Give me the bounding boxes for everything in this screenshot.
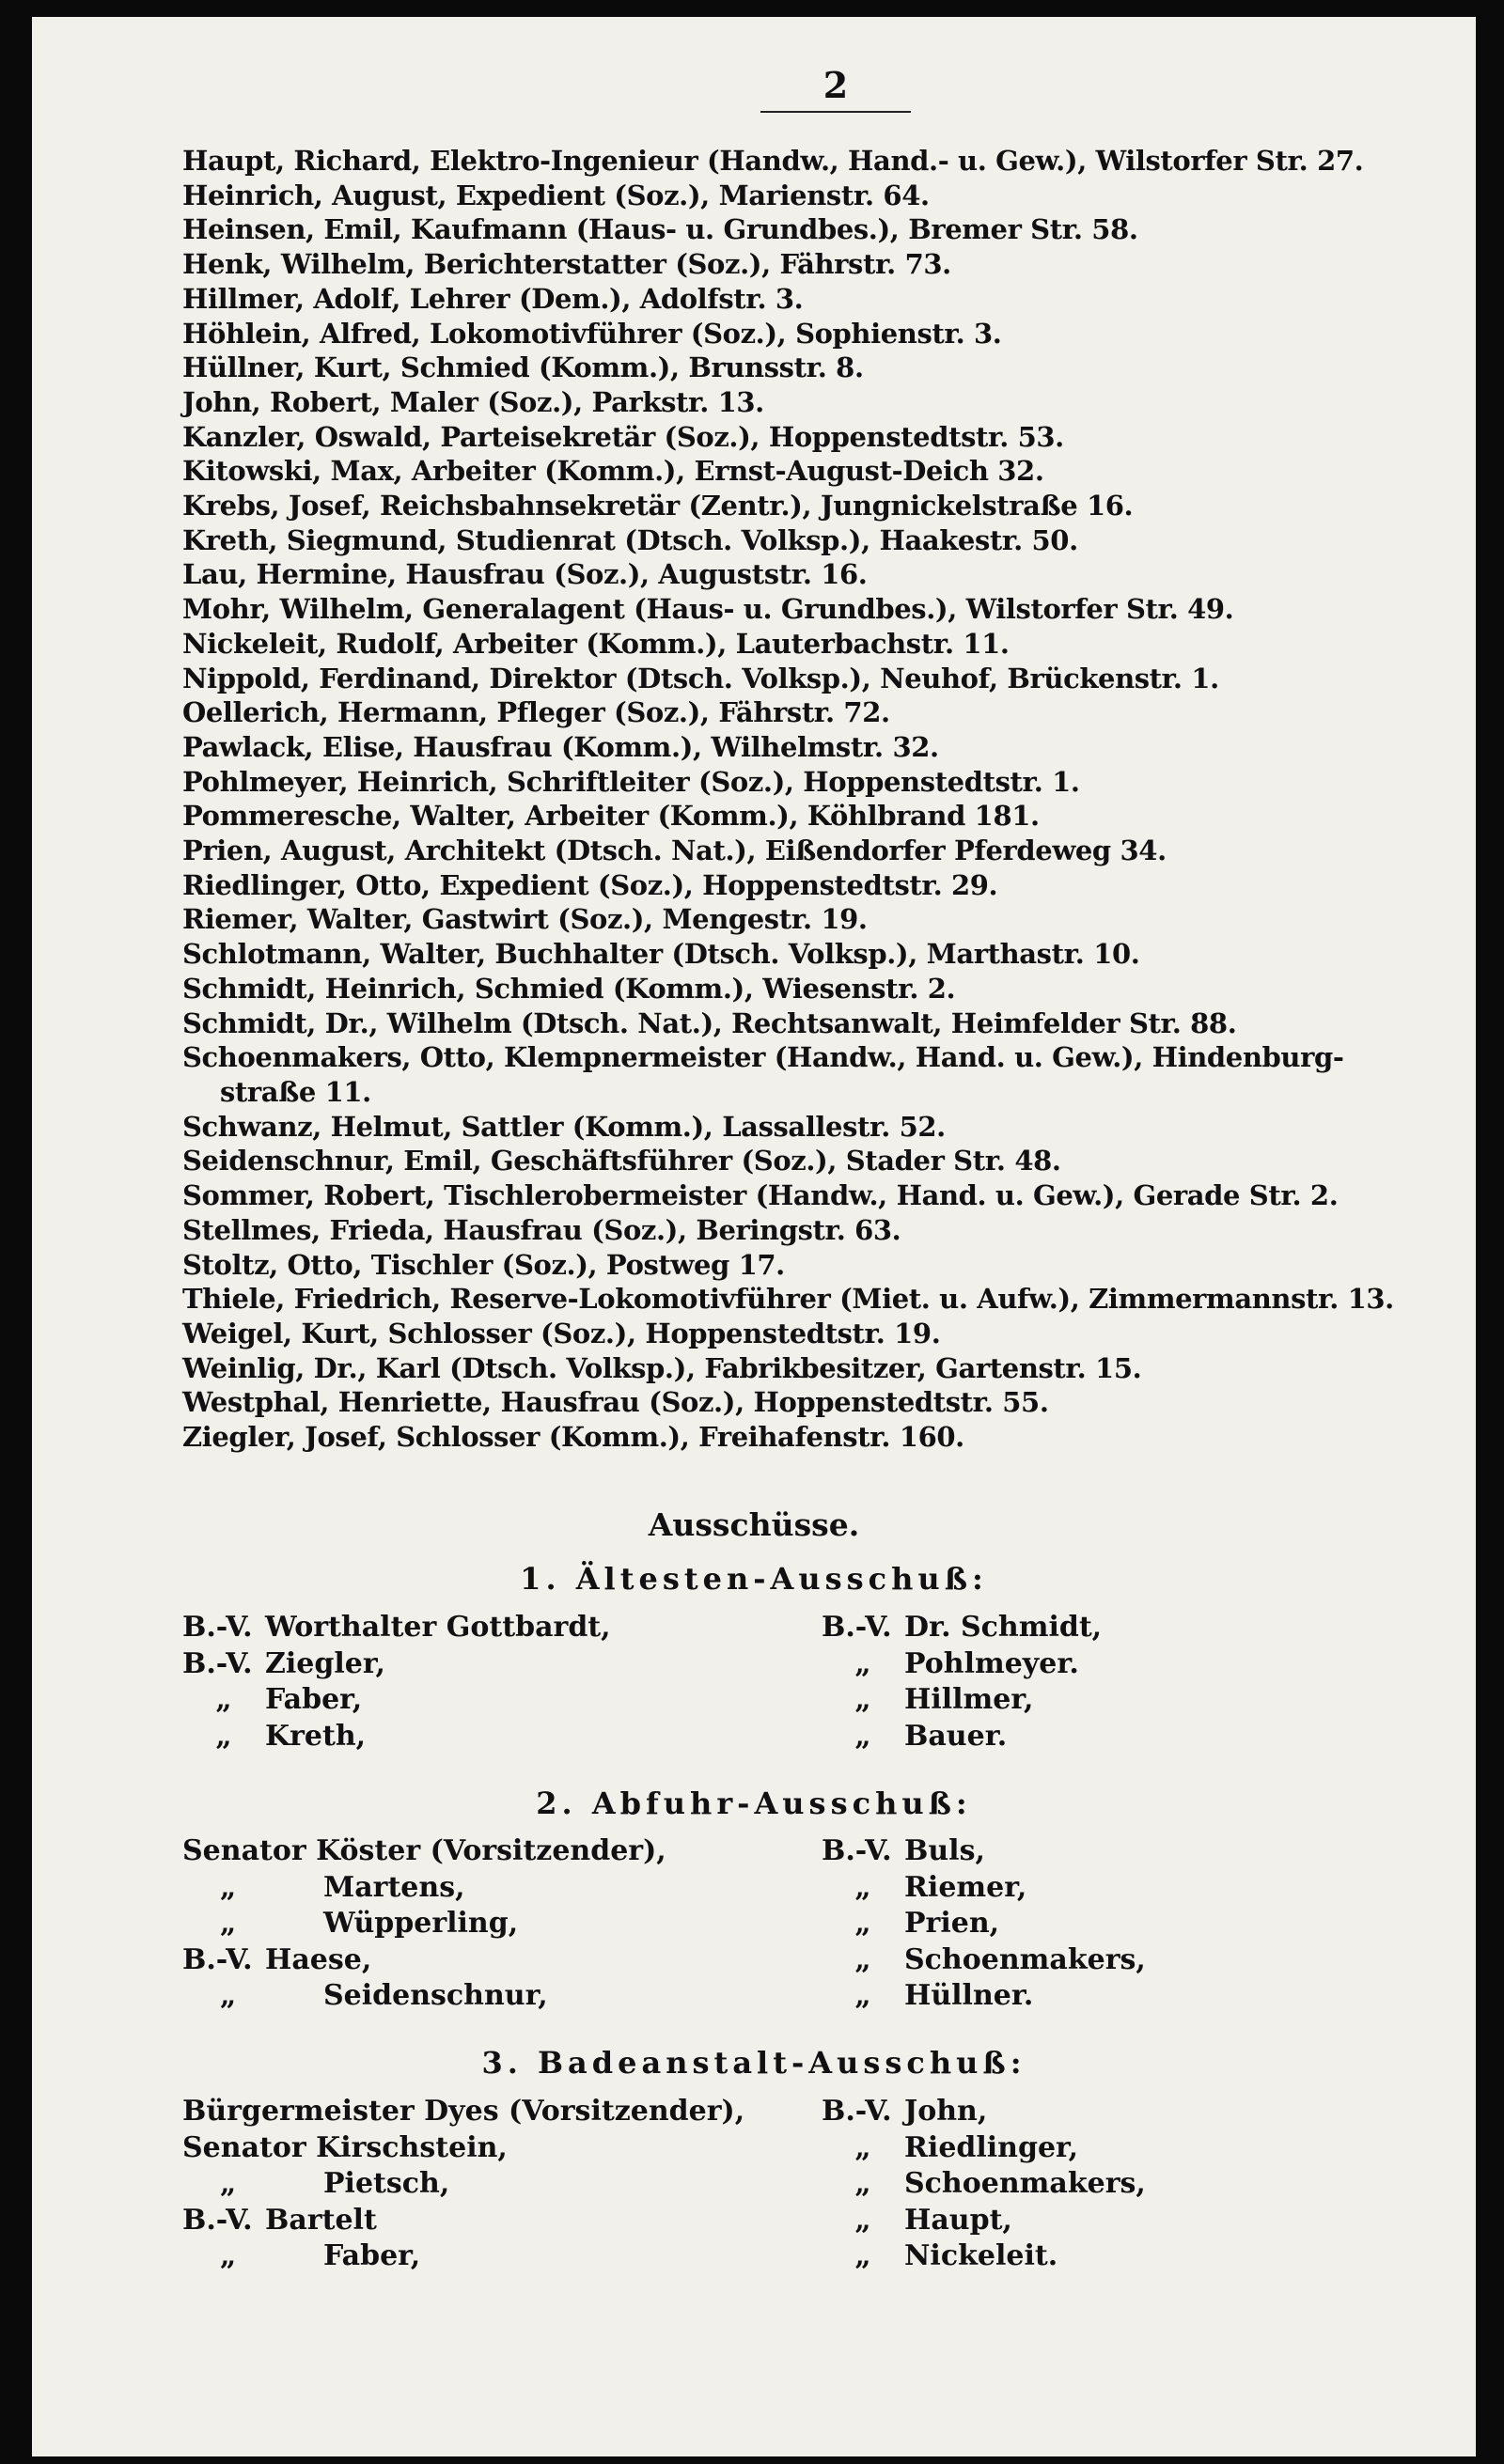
committee-member [822, 2094, 1146, 2130]
member-entry: Riedlinger, Otto, Expedient (Soz.), Hoppenstedtstr. 29. [182, 868, 998, 901]
member-name: Wüpperling, [323, 1907, 519, 1940]
member-entry: Heinsen, Emil, Kaufmann (Haus- u. Grundbes.), Bremer Str. 58. [182, 213, 1138, 246]
committee-right-column [822, 1833, 1146, 2015]
member-name: Pohlmeyer. [904, 1646, 1079, 1680]
committee-member [182, 1719, 611, 1755]
member-entry: Hillmer, Adolf, Lehrer (Dem.), Adolfstr. 3. [182, 282, 804, 315]
member-prefix: B.-V. [822, 1611, 892, 1644]
member-prefix: „ [215, 1719, 232, 1753]
committee-left-column [182, 1610, 611, 1754]
member-entry: Sommer, Robert, Tischlerobermeister (Handw., Hand. u. Gew.), Gerade Str. 2. [182, 1179, 1339, 1212]
member-prefix: B.-V. [822, 2095, 892, 2128]
member-entry: Schmidt, Dr., Wilhelm (Dtsch. Nat.), Rechtsanwalt, Heimfelder Str. 88. [182, 1006, 1237, 1039]
member-name: John, [904, 2095, 988, 2128]
member-prefix: „ [220, 1870, 237, 1904]
committee-member [182, 2238, 744, 2275]
member-entry: Mohr, Wilhelm, Generalagent (Haus- u. Grundbes.), Wilstorfer Str. 49. [182, 593, 1234, 626]
member-prefix: „ [854, 1719, 871, 1753]
member-name: Martens, [323, 1870, 465, 1904]
member-entry: Nickeleit, Rudolf, Arbeiter (Komm.), Lauterbachstr. 11. [182, 627, 1010, 660]
member-name: Worthalter Gottbardt, [265, 1611, 611, 1644]
committee-member [822, 1978, 1146, 2015]
page-number: 2 [822, 64, 849, 106]
member-name: Nickeleit. [904, 2239, 1058, 2272]
committee-title: 2. Abfuhr-Ausschuß: [536, 1786, 972, 1821]
member-entry: Schmidt, Heinrich, Schmied (Komm.), Wiesenstr. 2. [182, 972, 956, 1005]
member-name: Bartelt [265, 2203, 377, 2237]
committee-member [822, 1906, 1146, 1942]
member-prefix: B.-V. [182, 1942, 253, 1976]
member-entry: Schwanz, Helmut, Sattler (Komm.), Lassallestr. 52. [182, 1110, 946, 1143]
member-name: Bürgermeister Dyes (Vorsitzender), [182, 2095, 745, 2128]
committee-member [182, 1978, 666, 2015]
member-entry: Prien, August, Architekt (Dtsch. Nat.), Eißendorfer Pferdeweg 34. [182, 834, 1167, 867]
committee-left-column [182, 2094, 744, 2275]
committee-title: 1. Ältesten-Ausschuß: [520, 1561, 988, 1597]
member-entry: Stoltz, Otto, Tischler (Soz.), Postweg 17. [182, 1248, 785, 1281]
member-entry: Nippold, Ferdinand, Direktor (Dtsch. Volksp.), Neuhof, Brückenstr. 1. [182, 662, 1219, 694]
member-prefix: B.-V. [182, 2203, 253, 2237]
member-entry: Oellerich, Hermann, Pfleger (Soz.), Fährstr. 72. [182, 696, 890, 729]
member-name: Faber, [265, 1683, 363, 1716]
member-entry: Schlotmann, Walter, Buchhalter (Dtsch. Volksp.), Marthastr. 10. [182, 938, 1140, 971]
member-entry: Höhlein, Alfred, Lokomotivführer (Soz.), Sophienstr. 3. [182, 317, 1002, 350]
committee-member [822, 1870, 1146, 1907]
committee-member [822, 1719, 1102, 1755]
committee-member [182, 1906, 666, 1942]
committee-member [822, 1646, 1102, 1683]
member-prefix: „ [854, 1870, 871, 1904]
member-prefix: „ [854, 2167, 871, 2200]
committee-member [182, 1610, 611, 1646]
member-entry: Thiele, Friedrich, Reserve-Lokomotivführer (Miet. u. Aufw.), Zimmermannstr. 13. [182, 1283, 1394, 1316]
committee-member [182, 2130, 744, 2167]
member-prefix: „ [220, 2239, 237, 2272]
member-entry: Heinrich, August, Expedient (Soz.), Marienstr. 64. [182, 179, 930, 211]
committee-member [822, 1682, 1102, 1719]
member-entry: Kanzler, Oswald, Parteisekretär (Soz.), Hoppenstedtstr. 53. [182, 420, 1064, 453]
member-prefix: „ [220, 2167, 237, 2200]
committee-member [822, 2203, 1146, 2239]
member-name: Ziegler, [265, 1646, 385, 1680]
member-name: Schoenmakers, [904, 1942, 1146, 1976]
member-entry: Seidenschnur, Emil, Geschäftsführer (Soz.), Stader Str. 48. [182, 1145, 1061, 1177]
committee-member [822, 1942, 1146, 1979]
committee-left-column [182, 1833, 666, 2015]
member-prefix: „ [854, 1979, 871, 2012]
page-number-rule [760, 111, 911, 113]
member-name: Senator Köster (Vorsitzender), [182, 1834, 666, 1867]
committee-member [822, 1833, 1146, 1870]
committee-member [182, 2203, 744, 2239]
member-name: Haese, [265, 1942, 372, 1976]
member-prefix: „ [220, 1979, 237, 2012]
member-name: Dr. Schmidt, [904, 1611, 1103, 1644]
member-entry: Lau, Hermine, Hausfrau (Soz.), Auguststr. 16. [182, 558, 868, 591]
member-entry: Pommeresche, Walter, Arbeiter (Komm.), Köhlbrand 181. [182, 800, 1040, 833]
member-entry: Westphal, Henriette, Hausfrau (Soz.), Hoppenstedtstr. 55. [182, 1386, 1049, 1419]
member-name: Hillmer, [904, 1683, 1034, 1716]
committee-member [182, 2166, 744, 2203]
member-entry: Haupt, Richard, Elektro-Ingenieur (Handw., Hand.- u. Gew.), Wilstorfer Str. 27. [182, 145, 1364, 177]
committee-right-column [822, 1610, 1102, 1754]
member-prefix: „ [854, 2239, 871, 2272]
member-name: Bauer. [904, 1719, 1008, 1753]
member-name: Seidenschnur, [323, 1979, 548, 2012]
member-prefix: B.-V. [182, 1646, 253, 1680]
member-prefix: „ [220, 1907, 237, 1940]
member-name: Pietsch, [323, 2167, 450, 2200]
committee-member [182, 2094, 744, 2130]
member-entry: Stellmes, Frieda, Hausfrau (Soz.), Beringstr. 63. [182, 1213, 901, 1246]
committee-member [182, 1646, 611, 1683]
member-prefix: B.-V. [182, 1611, 253, 1644]
committee-member [822, 2238, 1146, 2275]
member-entry: John, Robert, Maler (Soz.), Parkstr. 13. [182, 385, 764, 418]
member-name: Senator Kirschstein, [182, 2130, 508, 2164]
member-entry: Schoenmakers, Otto, Klempnermeister (Handw., Hand. u. Gew.), Hindenburg- [182, 1041, 1344, 1074]
committee-member [182, 1870, 666, 1907]
committee-member [822, 1610, 1102, 1646]
member-prefix: „ [854, 1907, 871, 1940]
member-entry: Henk, Wilhelm, Berichterstatter (Soz.), Fährstr. 73. [182, 248, 951, 281]
member-name: Hüllner. [904, 1979, 1034, 2012]
member-prefix: „ [854, 1646, 871, 1680]
committee-member [182, 1682, 611, 1719]
member-entry: Pawlack, Elise, Hausfrau (Komm.), Wilhelmstr. 32. [182, 730, 939, 763]
member-prefix: „ [854, 2203, 871, 2237]
member-entry: Weinlig, Dr., Karl (Dtsch. Volksp.), Fabrikbesitzer, Gartenstr. 15. [182, 1351, 1142, 1384]
member-entry: Riemer, Walter, Gastwirt (Soz.), Mengestr. 19. [182, 903, 868, 936]
committee-member [822, 2130, 1146, 2167]
member-entry: Kitowski, Max, Arbeiter (Komm.), Ernst-August-Deich 32. [182, 455, 1044, 488]
member-name: Riedlinger, [904, 2130, 1079, 2164]
member-entry: Pohlmeyer, Heinrich, Schriftleiter (Soz.), Hoppenstedtstr. 1. [182, 765, 1080, 798]
committee-member [822, 2166, 1146, 2203]
member-prefix: „ [854, 1683, 871, 1716]
committee-member [182, 1833, 666, 1870]
member-name: Riemer, [904, 1870, 1027, 1904]
member-entry: Weigel, Kurt, Schlosser (Soz.), Hoppenstedtstr. 19. [182, 1317, 941, 1349]
member-list [182, 144, 1461, 1455]
member-entry: Kreth, Siegmund, Studienrat (Dtsch. Volksp.), Haakestr. 50. [182, 523, 1078, 556]
member-prefix: „ [854, 1942, 871, 1976]
member-prefix: „ [215, 1683, 232, 1716]
member-name: Prien, [904, 1907, 1000, 1940]
member-name: Buls, [904, 1834, 985, 1867]
member-entry: straße 11. [220, 1075, 371, 1108]
member-entry: Ziegler, Josef, Schlosser (Komm.), Freihafenstr. 160. [182, 1421, 964, 1454]
committee-member [182, 1942, 666, 1979]
committees-heading: Ausschüsse. [648, 1506, 860, 1543]
member-entry: Krebs, Josef, Reichsbahnsekretär (Zentr.), Jungnickelstraße 16. [182, 490, 1134, 522]
committee-right-column [822, 2094, 1146, 2275]
member-name: Schoenmakers, [904, 2167, 1146, 2200]
member-prefix: „ [854, 2130, 871, 2164]
member-name: Haupt, [904, 2203, 1012, 2237]
committee-title: 3. Badeanstalt-Ausschuß: [481, 2045, 1026, 2081]
member-prefix: B.-V. [822, 1834, 892, 1867]
document-page [32, 17, 1476, 2456]
member-name: Kreth, [265, 1719, 367, 1753]
member-name: Faber, [323, 2239, 421, 2272]
member-entry: Hüllner, Kurt, Schmied (Komm.), Brunsstr. 8. [182, 351, 864, 384]
